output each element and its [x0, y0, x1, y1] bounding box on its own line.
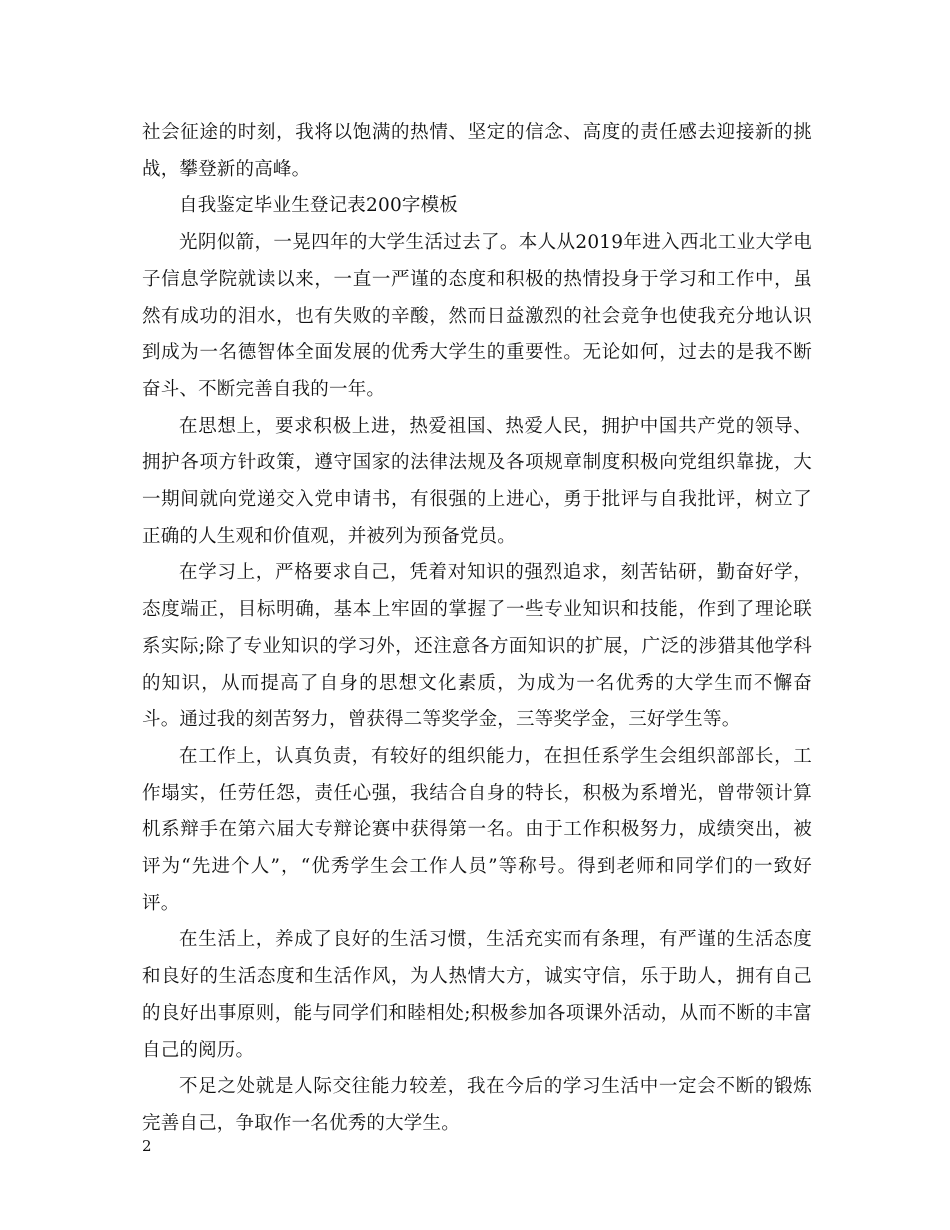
document-body — [142, 115, 812, 1143]
section-heading: 自我鉴定毕业生登记表200字模板 — [179, 195, 459, 217]
paragraph-life: 在生活上，养成了良好的生活习惯，生活充实而有条理，有严谨的生活态度和良好的生活态度和生活作风，为人热情大方，诚实守信，乐于助人，拥有自己的良好出事原则，能与同学们和睦相处;积极参加各项课外活动，从而不断的丰富自己的阅历。 — [142, 929, 812, 1061]
paragraph-study: 在学习上，严格要求自己，凭着对知识的强烈追求，刻苦钻研，勤奋好学，态度端正，目标明确，基本上牢固的掌握了一些专业知识和技能，作到了理论联系实际;除了专业知识的学习外，还注意各方面知识的扩展，广泛的涉猎其他学科的知识，从而提高了自身的思想文化素质，为成为一名优秀的大学生而不懈奋斗。通过我的刻苦努力，曾获得二等奖学金，三等奖学金，三好学生等。 — [142, 562, 812, 731]
paragraph-intro: 光阴似箭，一晃四年的大学生活过去了。本人从2019年进入西北工业大学电子信息学院就读以来，一直一严谨的态度和积极的热情投身于学习和工作中，虽然有成功的泪水，也有失败的辛酸，然而日益激烈的社会竞争也使我充分地认识到成为一名德智体全面发展的优秀大学生的重要性。无论如何，过去的是我不断奋斗、不断完善自我的一年。 — [142, 232, 812, 400]
page-number: 2 — [142, 1137, 152, 1155]
paragraph-shortcomings: 不足之处就是人际交往能力较差，我在今后的学习生活中一定会不断的锻炼完善自己，争取作一名优秀的大学生。 — [142, 1076, 812, 1134]
paragraph-work: 在工作上，认真负责，有较好的组织能力，在担任系学生会组织部部长，工作塌实，任劳任怨，责任心强，我结合自身的特长，积极为系增光，曾带领计算机系辩手在第六届大专辩论赛中获得第一名。由于工作积极努力，成绩突出，被评为“先进个人”，“优秀学生会工作人员”等称号。得到老师和同学们的一致好评。 — [142, 745, 812, 914]
paragraph-continuation: 社会征途的时刻，我将以饱满的热情、坚定的信念、高度的责任感去迎接新的挑战，攀登新的高峰。 — [142, 122, 812, 180]
paragraph-ideology: 在思想上，要求积极上进，热爱祖国、热爱人民，拥护中国共产党的领导、拥护各项方针政策，遵守国家的法律法规及各项规章制度积极向党组织靠拢，大一期间就向党递交入党申请书，有很强的上进心，勇于批评与自我批评，树立了正确的人生观和价值观，并被列为预备党员。 — [142, 415, 812, 547]
